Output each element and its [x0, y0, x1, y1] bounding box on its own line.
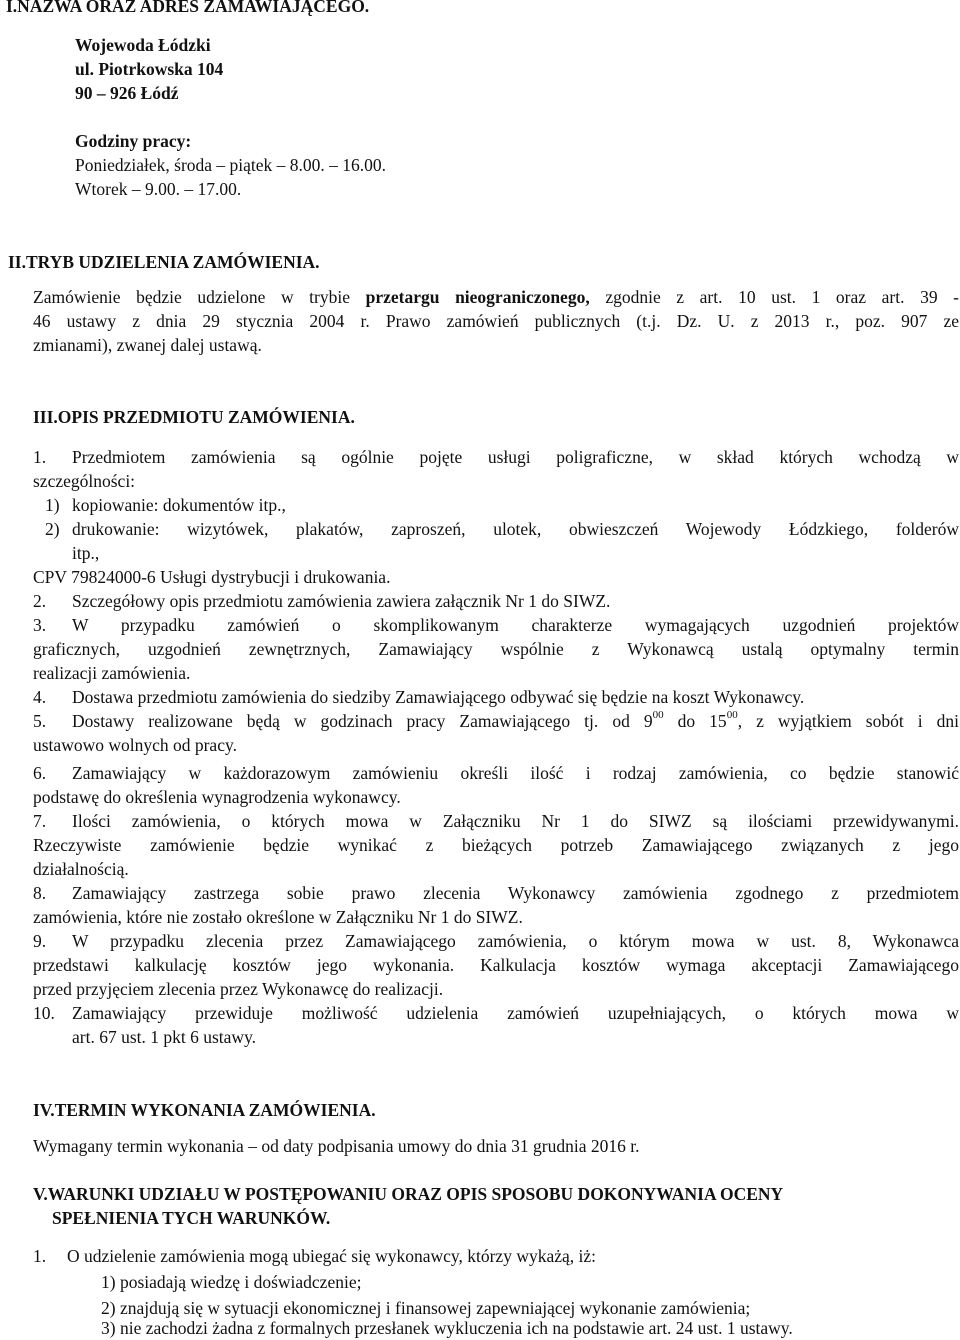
item-6-line-1: Zamawiający w każdorazowym zamówieniu określi ilość i rodzaj zamówienia, co będzie stanowić — [72, 763, 959, 783]
item-4-number: 4. — [33, 687, 47, 707]
section-5-heading-line-2: SPEŁNIENIA TYCH WARUNKÓW. — [52, 1208, 331, 1228]
address-line-2: ul. Piotrkowska 104 — [75, 59, 224, 79]
item-7-line-2: Rzeczywiste zamówienie będzie wynikać z bieżących potrzeb Zamawiającego związanych z jego — [33, 835, 959, 855]
hours-title: Godziny pracy: — [75, 131, 192, 151]
section-5-sub-item-2: 2) znajdują się w sytuacji ekonomicznej i finansowej zapewniającej wykonanie zamówienia; — [101, 1298, 751, 1318]
item-7-line-1: Ilości zamówienia, o których mowa w Załączniku Nr 1 do SIWZ są ilościami przewidywanymi. — [72, 811, 959, 831]
address-line-3: 90 – 926 Łódź — [75, 83, 179, 103]
item-3-line-3: realizacji zamówienia. — [33, 663, 191, 683]
cpv-code: CPV 79824000-6 Usługi dystrybucji i drukowania. — [33, 567, 391, 587]
item-1-number: 1. — [33, 447, 47, 467]
sub-item-1-text: kopiowanie: dokumentów itp., — [72, 495, 286, 515]
address-line-1: Wojewoda Łódzki — [75, 35, 211, 55]
hours-line-2: Wtorek – 9.00. – 17.00. — [75, 179, 242, 199]
item-3-number: 3. — [33, 615, 47, 635]
hours-line-1: Poniedziałek, środa – piątek – 8.00. – 16.00. — [75, 155, 387, 175]
item-10-line-2: art. 67 ust. 1 pkt 6 ustawy. — [72, 1027, 257, 1047]
section-5-heading-line-1: V.WARUNKI UDZIAŁU W POSTĘPOWANIU ORAZ OPIS SPOSOBU DOKONYWANIA OCENY — [33, 1184, 784, 1204]
item-5-line-2: ustawowo wolnych od pracy. — [33, 735, 237, 755]
item-10-line-1: Zamawiający przewiduje możliwość udzielenia zamówień uzupełniających, o których mowa w — [72, 1003, 959, 1023]
item-9-line-2: przedstawi kalkulację kosztów jego wykonania. Kalkulacja kosztów wymaga akceptacji Zamawiającego — [33, 955, 959, 975]
section-4-heading: IV.TERMIN WYKONANIA ZAMÓWIENIA. — [33, 1100, 376, 1120]
item-8-number: 8. — [33, 883, 47, 903]
item-7-number: 7. — [33, 811, 47, 831]
section-5-item-1-number: 1. — [33, 1246, 47, 1266]
item-4-text: Dostawa przedmiotu zamówienia do siedziby Zamawiającego odbywać się będzie na koszt Wykonawcy. — [72, 687, 805, 707]
sub-item-2-number: 2) — [45, 519, 60, 539]
item-9-line-1: W przypadku zlecenia przez Zamawiającego zamówienia, o którym mowa w ust. 8, Wykonawca — [72, 931, 959, 951]
section-2-heading: II.TRYB UDZIELENIA ZAMÓWIENIA. — [8, 252, 320, 272]
item-8-line-2: zamówienia, które nie zostało określone w Załączniku Nr 1 do SIWZ. — [33, 907, 523, 927]
item-5-line-1: Dostawy realizowane będą w godzinach pracy Zamawiającego tj. od $9^{00}$ do $15^{00}$, z wyjątkiem sobót i dni — [72, 709, 960, 731]
item-3-line-2: graficznych, uzgodnień zewnętrznych, Zamawiający wspólnie z Wykonawcą ustalą optymalny termin — [33, 639, 959, 659]
item-2-number: 2. — [33, 591, 47, 611]
item-3-line-1: W przypadku zamówień o skomplikowanym charakterze wymagających uzgodnień projektów — [72, 615, 959, 635]
section-5-item-1-text: O udzielenie zamówienia mogą ubiegać się wykonawcy, którzy wykażą, iż: — [67, 1246, 597, 1266]
section-2-paragraph-line-2: 46 ustawy z dnia 29 stycznia 2004 r. Prawo zamówień publicznych (t.j. Dz. U. z 2013 r., poz. 907 ze — [33, 311, 959, 331]
section-5-sub-item-1: 1) posiadają wiedzę i doświadczenie; — [101, 1272, 362, 1292]
item-6-line-2: podstawę do określenia wynagrodzenia wykonawcy. — [33, 787, 401, 807]
item-6-number: 6. — [33, 763, 47, 783]
tender-mode-bold: przetargu nieograniczonego, — [365, 287, 590, 307]
item-8-line-1: Zamawiający zastrzega sobie prawo zlecenia Wykonawcy zamówienia zgodnego z przedmiotem — [72, 883, 959, 903]
item-1-line-1: Przedmiotem zamówienia są ogólnie pojęte usługi poligraficzne, w skład których wchodzą w — [72, 447, 959, 467]
item-9-number: 9. — [33, 931, 47, 951]
item-9-line-3: przed przyjęciem zlecenia przez Wykonawcę do realizacji. — [33, 979, 444, 999]
hour-9-superscript: 00 — [652, 709, 664, 722]
item-5-number: 5. — [33, 711, 47, 731]
section-1-heading: I.NAZWA ORAZ ADRES ZAMAWIAJĄCEGO. — [6, 0, 370, 16]
sub-item-2-line-2: itp., — [72, 543, 100, 563]
item-1-line-2: szczególności: — [33, 471, 136, 491]
section-4-text: Wymagany termin wykonania – od daty podpisania umowy do dnia 31 grudnia 2016 r. — [33, 1136, 640, 1156]
section-2-paragraph-line-3: zmianami), zwanej dalej ustawą. — [33, 335, 262, 355]
item-10-number: 10. — [33, 1003, 55, 1023]
section-5-sub-item-3: 3) nie zachodzi żadna z formalnych przesłanek wykluczenia ich na podstawie art. 24 ust. 1 ustawy. — [101, 1318, 793, 1338]
sub-item-2-line-1: drukowanie: wizytówek, plakatów, zaproszeń, ulotek, obwieszczeń Wojewody Łódzkiego, folderów — [72, 519, 959, 539]
item-7-line-3: działalnością. — [33, 859, 129, 879]
sub-item-1-number: 1) — [45, 495, 60, 515]
item-2-text: Szczegółowy opis przedmiotu zamówienia zawiera załącznik Nr 1 do SIWZ. — [72, 591, 611, 611]
hour-15-superscript: 00 — [726, 709, 738, 722]
section-3-heading: III.OPIS PRZEDMIOTU ZAMÓWIENIA. — [33, 407, 355, 427]
section-2-paragraph-line-1: Zamówienie będzie udzielone w trybie przetargu nieograniczonego, zgodnie z art. 10 ust. 1 oraz art. 39 - — [33, 287, 959, 307]
